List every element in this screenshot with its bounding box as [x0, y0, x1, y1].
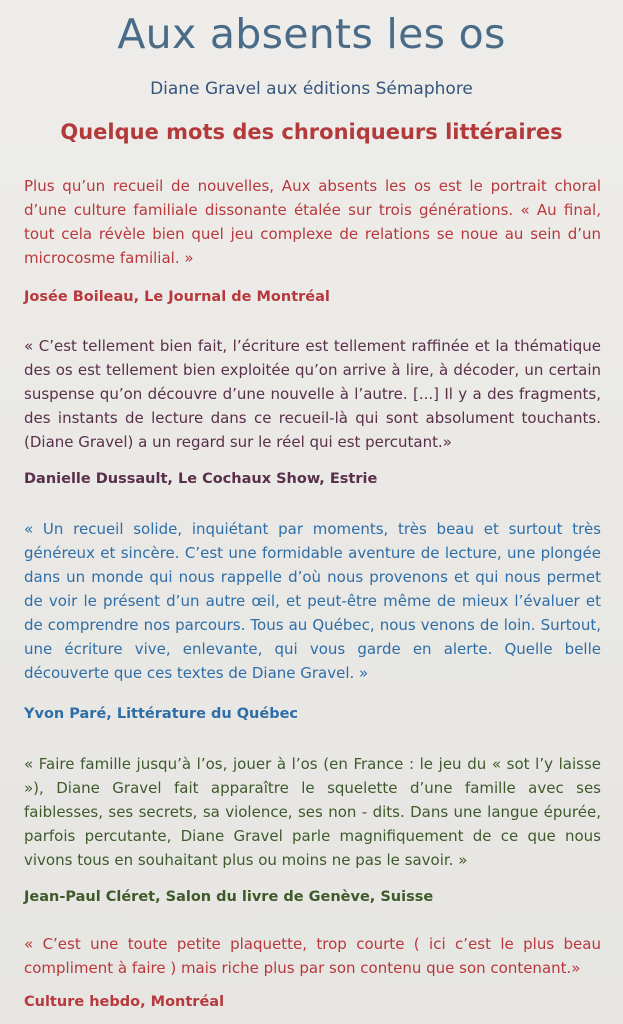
section-heading: Quelque mots des chroniqueurs littéraires: [60, 120, 563, 144]
page-subtitle: Diane Gravel aux éditions Sémaphore: [150, 79, 473, 99]
review-author-3: Yvon Paré, Littérature du Québec: [24, 706, 299, 722]
review-author-5: Culture hebdo, Montréal: [24, 994, 225, 1010]
review-quote-3: « Un recueil solide, inquiétant par moments, très beau et surtout très généreux et sincère. C’est une formidable aventure de lecture, une plongée dans un monde qui nous rappelle d’où nous provenons et qui nous permet de voir le présent d’un autre œil, et peut-être même de mieux l’évaluer et de comprendre nos parcours. Tous au Québec, nous venons de loin. Surtout, une écriture vive, enlevante, qui vous garde en alerte. Quelle belle découverte que ces textes de Diane Gravel. »: [24, 520, 601, 682]
review-quote-1: Plus qu’un recueil de nouvelles, Aux absents les os est le portrait choral d’une culture familiale dissonante étalée sur trois générations. « Au final, tout cela révèle bien quel jeu complexe de relations se noue au sein d’un microcosme familial. »: [24, 177, 601, 267]
page-title: Aux absents les os: [117, 10, 506, 58]
review-author-4: Jean-Paul Cléret, Salon du livre de Genève, Suisse: [24, 889, 434, 905]
review-quote-5: « C’est une toute petite plaquette, trop courte ( ici c’est le plus beau compliment à faire ) mais riche plus par son contenu que son contenant.»: [24, 935, 601, 977]
review-quote-2: « C’est tellement bien fait, l’écriture est tellement raffinée et la thématique des os est tellement bien exploitée qu’on arrive à lire, à décoder, un certain suspense qu’on découvre d’une nouvelle à l’autre. [...] Il y a des fragments, des instants de lecture dans ce recueil-là qui sont absolument touchants. (Diane Gravel) a un regard sur le réel qui est percutant.»: [24, 337, 601, 451]
review-author-2: Danielle Dussault, Le Cochaux Show, Estrie: [24, 471, 378, 487]
review-quote-4: « Faire famille jusqu’à l’os, jouer à l’os (en France : le jeu du « sot l’y laisse »), Diane Gravel fait apparaître le squelette d’une famille avec ses faiblesses, ses secrets, sa violence, ses non - dits. Dans une langue épurée, parfois percutante, Diane Gravel parle magnifiquement de ce que nous vivons tous en souhaitant plus ou moins ne pas le savoir. »: [24, 755, 601, 869]
review-author-1: Josée Boileau, Le Journal de Montréal: [24, 289, 330, 305]
